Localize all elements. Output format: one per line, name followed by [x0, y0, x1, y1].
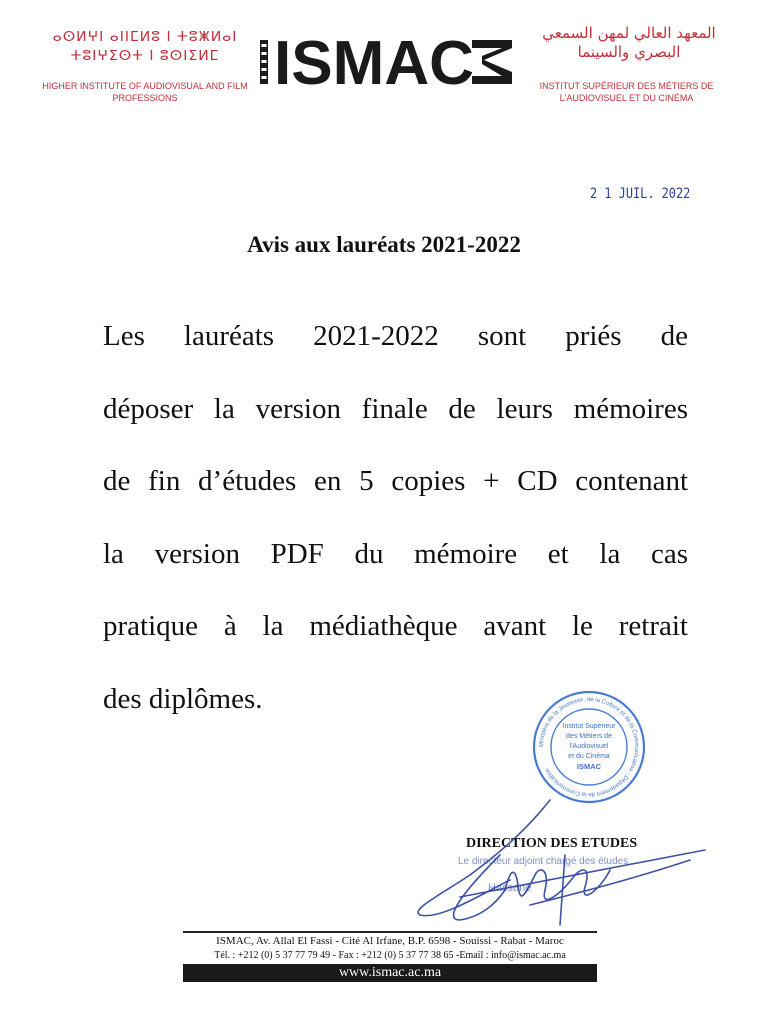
institute-name-english: HIGHER INSTITUTE OF AUDIOVISUAL AND FILM PROFESSIONS: [42, 81, 248, 103]
body-line: déposer la version finale de leurs mémoires: [103, 392, 688, 425]
stamp-ring-text: Ministère de la Jeunesse, de la Culture et de la Communication - Département de la Communication: [538, 696, 640, 798]
official-stamp: [530, 688, 648, 806]
stamp-line: Institut Supérieur: [562, 723, 616, 730]
ismac-logo: [258, 30, 518, 90]
letterhead: [0, 0, 768, 110]
handwritten-signature: [400, 795, 720, 945]
body-line: pratique à la médiathèque avant le retrait: [103, 610, 688, 642]
logo-wordmark: ISMAC: [274, 30, 474, 90]
body-line: Les lauréats 2021-2022 sont priés de: [103, 320, 688, 352]
arabic-line-2: البصري والسينما: [577, 43, 681, 61]
direction-label: DIRECTION DES ETUDES: [466, 836, 638, 851]
institute-name-arabic: [524, 24, 734, 62]
arabic-line-1: المعهد العالي لمهن السمعي: [542, 24, 716, 42]
date-stamp: 2 1 JUIL. 2022: [590, 186, 691, 202]
stamp-line: et du Cinéma: [568, 753, 610, 760]
stamp-line: l'Audiovisuel: [569, 743, 609, 750]
institute-name-tifinagh: [40, 28, 250, 66]
notice-body: [103, 300, 688, 735]
body-line: des diplômes.: [103, 682, 263, 715]
body-line: la version PDF du mémoire et la cas: [103, 537, 688, 570]
institute-name-french: INSTITUT SUPÉRIEUR DES MÉTIERS DE L'AUDIOVISUEL ET DU CINÉMA: [539, 81, 714, 103]
footer-website: www.ismac.ac.ma: [183, 964, 597, 982]
footer-address: ISMAC, Av. Allal El Fassi - Cité Al Irfane, B.P. 6598 - Souissi - Rabat - Maroc: [216, 935, 564, 947]
body-line: de fin d’études en 5 copies + CD contenant: [103, 465, 688, 497]
stamp-line: des Métiers de: [566, 733, 612, 740]
stamp-line: ISMAC: [576, 762, 602, 771]
deputy-director-title: Le directeur adjoint chargé des études: [458, 856, 629, 867]
footer-divider: [183, 931, 597, 933]
tifinagh-line-1: ⴰⵙⵍⵖⵏ ⴰⵏⵏⵎⵍⵓ ⵏ ⵜⵓⵥⵍⴰⵏ: [52, 29, 238, 45]
footer-contact: Tél. : +212 (0) 5 37 77 79 49 - Fax : +212 (0) 5 37 77 38 65 -Email : info@ismac.ac.ma: [214, 950, 566, 961]
notice-title: Avis aux lauréats 2021-2022: [247, 232, 521, 257]
signer-name: Hassane: [488, 882, 532, 894]
tifinagh-line-2: ⵜⵓⵏⵖⵉⵙⵜ ⵏ ⵓⵙⵏⵉⵍⵎ: [70, 48, 220, 64]
